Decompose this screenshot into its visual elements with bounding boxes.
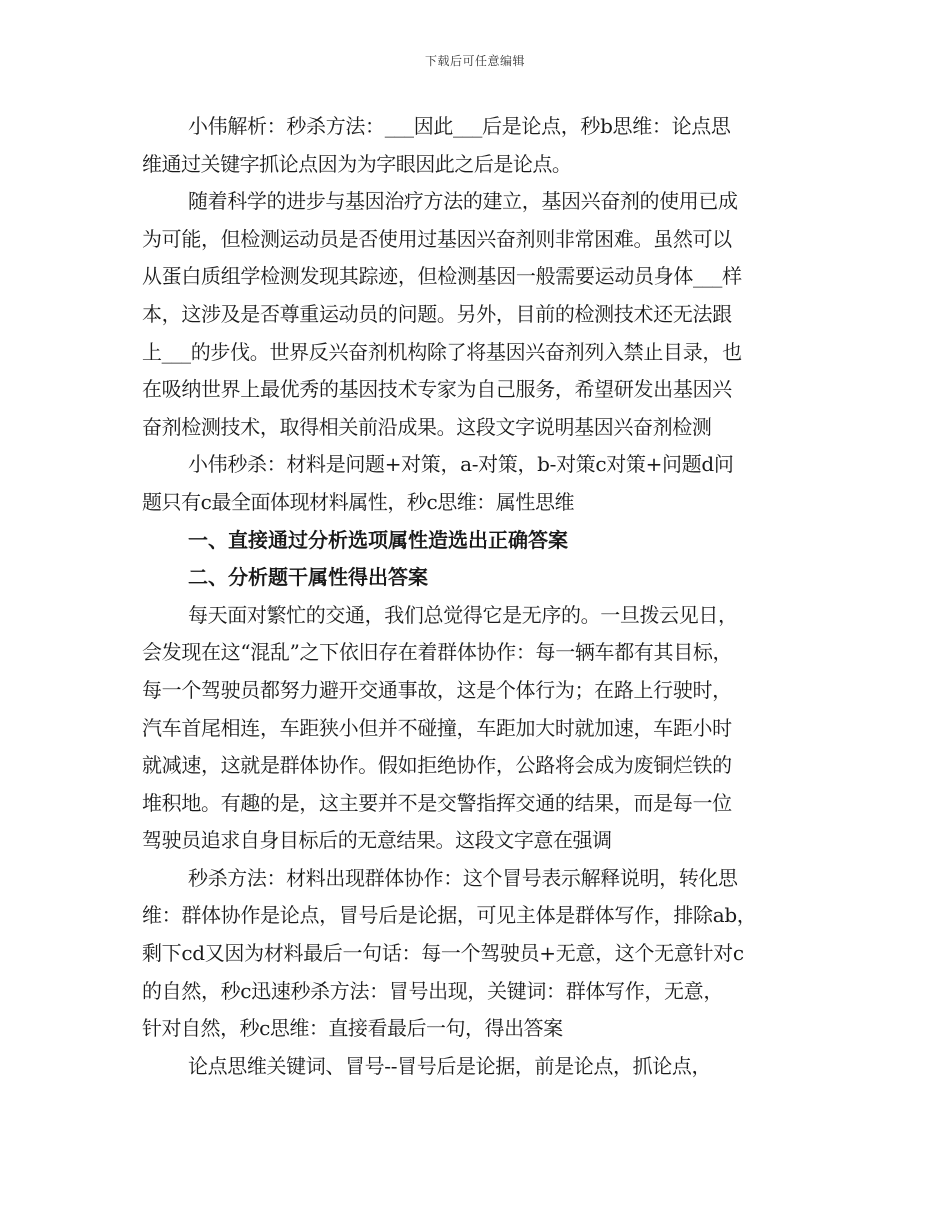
text-line: 本，这涉及是否尊重运动员的问题。另外，目前的检测技术还无法跟 xyxy=(142,301,732,326)
text-line: 秒杀方法：材料出现群体协作：这个冒号表示解释说明，转化思 xyxy=(188,865,738,890)
section-heading: 一、直接通过分析选项属性造选出正确答案 xyxy=(188,527,568,552)
text-line: 为可能，但检测运动员是否使用过基因兴奋剂则非常困难。虽然可以 xyxy=(142,226,732,251)
text-line: 就减速，这就是群体协作。假如拒绝协作，公路将会成为废铜烂铁的 xyxy=(142,753,732,778)
text-line: 论点思维关键词、冒号--冒号后是论据，前是论点，抓论点， xyxy=(188,1053,712,1078)
text-line: 维通过关键字抓论点因为为字眼因此之后是论点。 xyxy=(142,151,572,176)
text-line: 上___的步伐。世界反兴奋剂机构除了将基因兴奋剂列入禁止目录，也 xyxy=(142,339,742,364)
section-heading: 二、分析题干属性得出答案 xyxy=(188,565,428,590)
text-line: 会发现在这“混乱”之下依旧存在着群体协作：每一辆车都有其目标， xyxy=(142,640,733,665)
text-line: 驾驶员追求自身目标后的无意结果。这段文字意在强调 xyxy=(142,828,612,853)
text-line: 从蛋白质组学检测发现其踪迹，但检测基因一般需要运动员身体___样 xyxy=(142,264,742,289)
text-line: 在吸纳世界上最优秀的基因技术专家为自己服务，希望研发出基因兴 xyxy=(142,377,732,402)
document-body xyxy=(142,108,822,1085)
text-line: 剩下cd又因为材料最后一句话：每一个驾驶员+无意，这个无意针对c xyxy=(142,941,744,966)
text-line: 堆积地。有趣的是，这主要并不是交警指挥交通的结果，而是每一位 xyxy=(142,790,732,815)
text-line: 小伟秒杀：材料是问题+对策，a-对策，b-对策c对策+问题d问 xyxy=(188,452,734,477)
text-line: 汽车首尾相连，车距狭小但并不碰撞，车距加大时就加速，车距小时 xyxy=(142,715,732,740)
text-line: 每天面对繁忙的交通，我们总觉得它是无序的。一旦拨云见日， xyxy=(188,602,738,627)
text-line: 随着科学的进步与基因治疗方法的建立，基因兴奋剂的使用已成 xyxy=(188,189,738,214)
text-line: 每一个驾驶员都努力避开交通事故，这是个体行为；在路上行驶时， xyxy=(142,677,732,702)
text-line: 维：群体协作是论点，冒号后是论据，可见主体是群体写作，排除ab， xyxy=(142,903,757,928)
text-line: 的自然，秒c迅速秒杀方法：冒号出现，关键词：群体写作，无意， xyxy=(142,978,724,1003)
text-line: 题只有c最全面体现材料属性，秒c思维：属性思维 xyxy=(142,489,575,514)
text-line: 小伟解析：秒杀方法：___因此___后是论点，秒b思维：论点思 xyxy=(188,114,731,138)
page-header: 下载后可任意编辑 xyxy=(424,54,525,68)
text-line: 针对自然，秒c思维：直接看最后一句，得出答案 xyxy=(142,1016,563,1041)
text-line: 奋剂检测技术，取得相关前沿成果。这段文字说明基因兴奋剂检测 xyxy=(142,414,712,439)
